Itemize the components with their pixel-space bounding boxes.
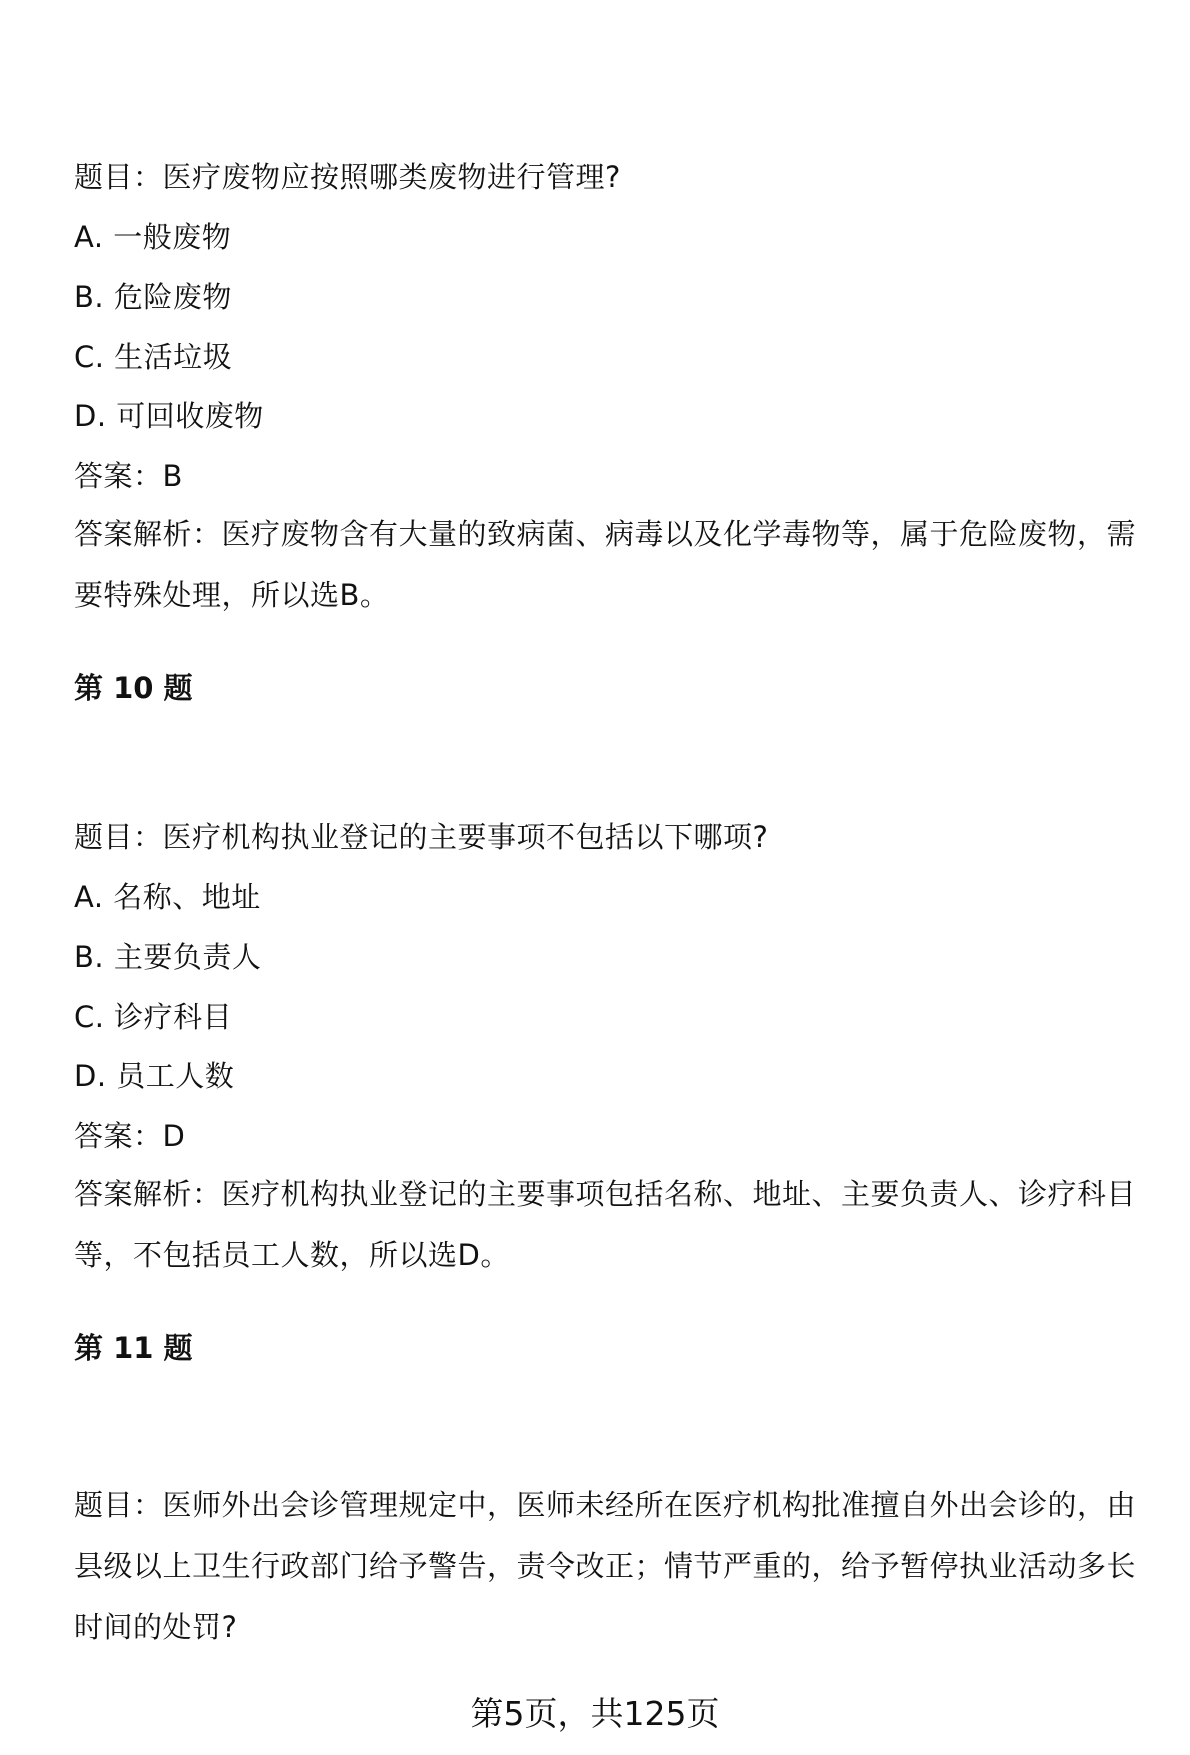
q10-option-c: C. 诊疗科目 — [74, 1000, 233, 1034]
q11-stem: 题目：医师外出会诊管理规定中，医师未经所在医疗机构批准擅自外出会诊的，由县级以上卫生行政部门给予警告，责令改正；情节严重的，给予暂停执业活动多长时间的处罚? — [74, 1488, 1137, 1644]
q9-option-d: D. 可回收废物 — [74, 399, 264, 433]
q11-heading: 第 11 题 — [74, 1331, 193, 1365]
q9-explanation: 答案解析：医疗废物含有大量的致病菌、病毒以及化学毒物等，属于危险废物，需要特殊处理，所以选B。 — [74, 517, 1137, 612]
q10-option-b: B. 主要负责人 — [74, 940, 262, 974]
q10-option-d: D. 员工人数 — [74, 1059, 235, 1093]
q10-explanation: 答案解析：医疗机构执业登记的主要事项包括名称、地址、主要负责人、诊疗科目等，不包括员工人数，所以选D。 — [74, 1177, 1137, 1272]
q9-option-b: B. 危险废物 — [74, 280, 232, 314]
q9-stem: 题目：医疗废物应按照哪类废物进行管理? — [74, 160, 621, 194]
q9-answer: 答案：B — [74, 459, 183, 493]
q10-stem: 题目：医疗机构执业登记的主要事项不包括以下哪项? — [74, 820, 769, 854]
q10-heading: 第 10 题 — [74, 671, 193, 705]
q9-option-a: A. 一般废物 — [74, 220, 232, 254]
q10-answer: 答案：D — [74, 1119, 186, 1153]
page-number: 第5页，共125页 — [470, 1694, 720, 1733]
q10-option-a: A. 名称、地址 — [74, 880, 261, 914]
q9-option-c: C. 生活垃圾 — [74, 340, 233, 374]
